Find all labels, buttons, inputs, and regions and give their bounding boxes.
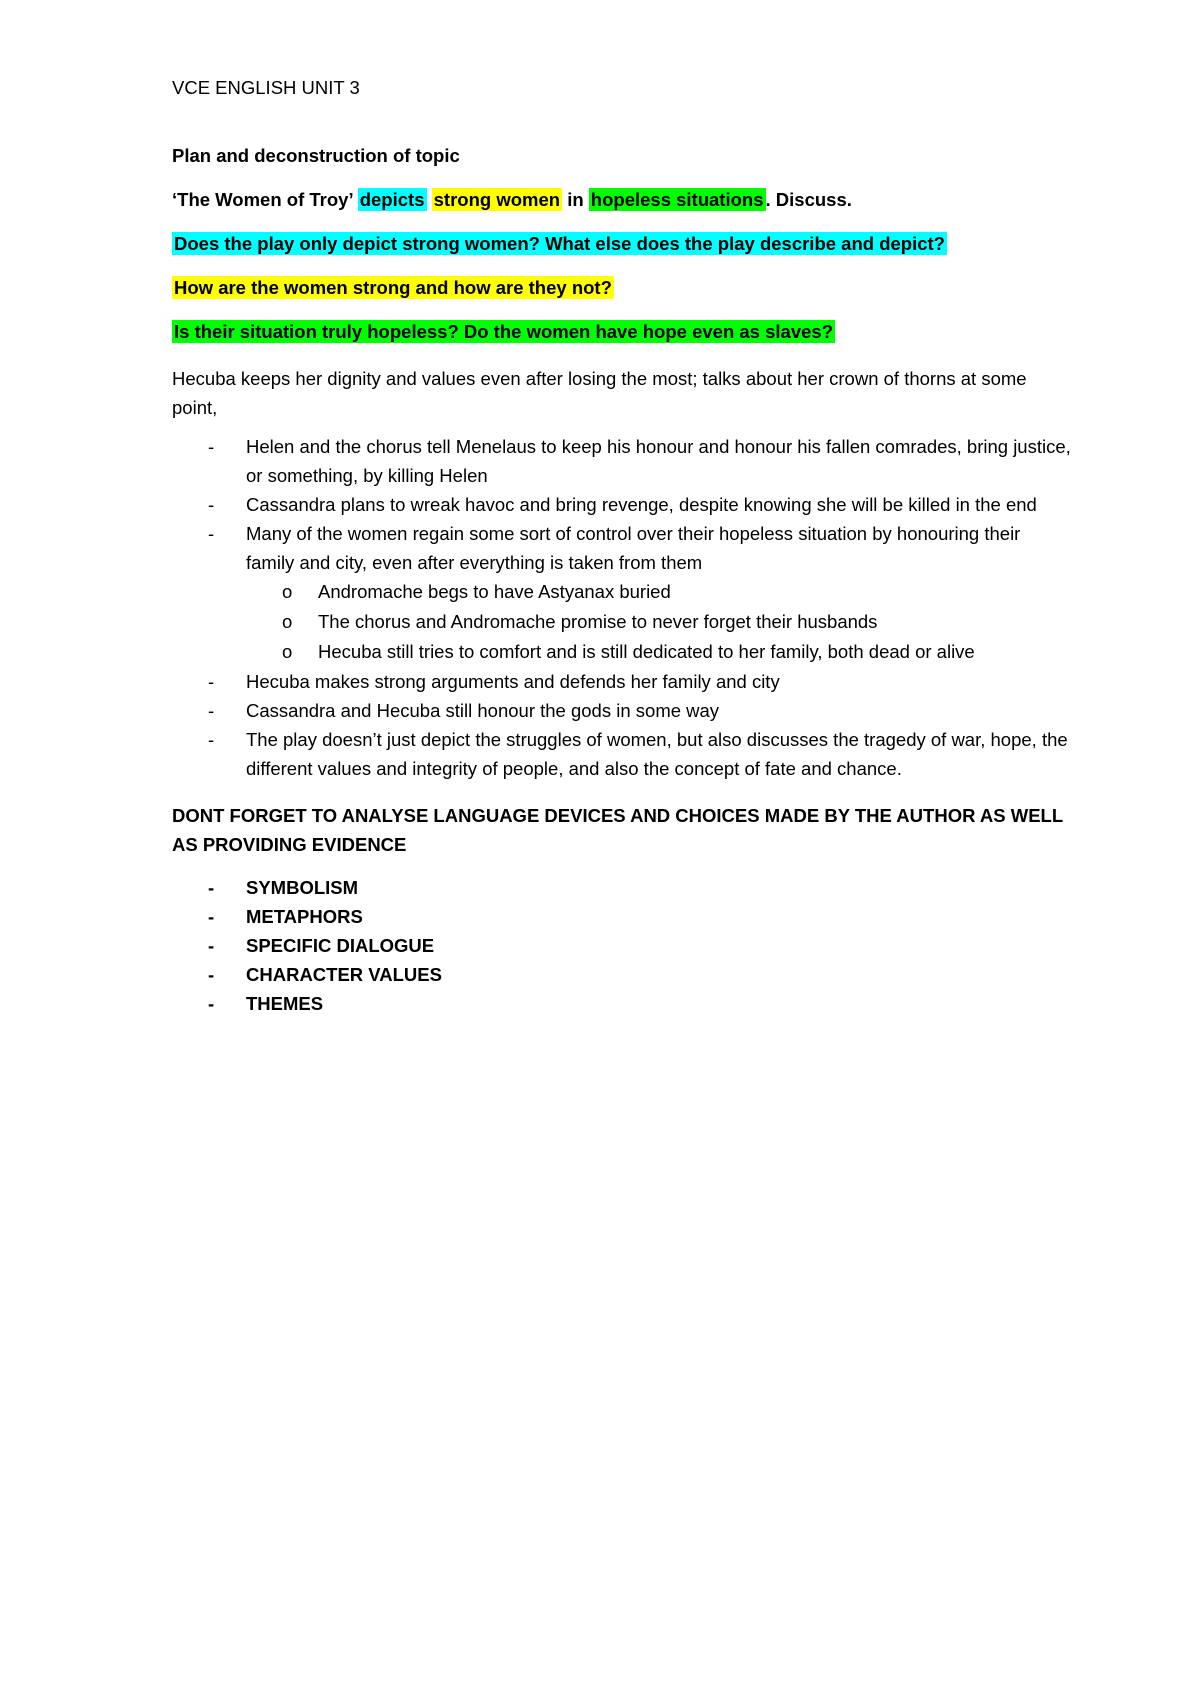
dash-marker: - [208,700,215,721]
essay-topic [172,188,1072,212]
sub-list-item [246,607,1072,637]
dash-marker: - [208,523,215,544]
intro-paragraph: Hecuba keeps her dignity and values even after losing the most; talks about her crown of thorns at some point, [172,368,1027,418]
devices-list [172,873,1072,1018]
list-item-text: Cassandra and Hecuba still honour the gods in some way [246,700,720,721]
circle-marker: o [282,641,293,662]
dash-marker: - [208,877,215,898]
list-item-text: SPECIFIC DIALOGUE [246,935,435,956]
circle-marker: o [282,611,293,632]
list-item-text: Hecuba makes strong arguments and defends her family and city [246,671,780,692]
list-item [172,490,1072,519]
plan-title: Plan and deconstruction of topic [172,145,460,166]
topic-play-title: ‘The Women of Troy’ [172,189,353,210]
list-item [172,989,1072,1018]
document-header: VCE ENGLISH UNIT 3 [172,77,360,98]
topic-highlight-strong-women: strong women [433,189,561,210]
question-3 [172,320,1072,344]
dash-marker: - [208,494,215,515]
list-item [172,873,1072,902]
reminder-note: DONT FORGET TO ANALYSE LANGUAGE DEVICES AND CHOICES MADE BY THE AUTHOR AS WELL AS PROVIDING EVIDENCE [172,805,1063,855]
topic-discuss: . Discuss. [765,189,852,210]
question-2 [172,276,1072,300]
list-item [172,519,1072,667]
dash-marker: - [208,906,215,927]
list-item-text: METAPHORS [246,906,363,927]
document-page [172,76,1072,1036]
dash-marker: - [208,436,215,457]
list-item [172,725,1072,783]
list-item-text: Helen and the chorus tell Menelaus to keep his honour and honour his fallen comrades, bring justice, or something, by killing Helen [246,436,1071,486]
dash-marker: - [208,935,215,956]
sub-list-item-text: Andromache begs to have Astyanax buried [318,581,671,602]
sub-list-item [246,577,1072,607]
dash-marker: - [208,993,215,1014]
list-item-text: CHARACTER VALUES [246,964,442,985]
topic-highlight-hopeless-situations: hopeless situations [590,189,764,210]
topic-highlight-depicts: depicts [359,189,425,210]
sub-list-item-text: Hecuba still tries to comfort and is still dedicated to her family, both dead or alive [318,641,975,662]
sub-list-item-text: The chorus and Andromache promise to never forget their husbands [318,611,878,632]
list-item [172,667,1072,696]
question-3-text: Is their situation truly hopeless? Do the women have hope even as slaves? [174,321,833,342]
question-1 [172,232,1072,256]
circle-marker: o [282,581,293,602]
list-item [172,902,1072,931]
topic-in: in [567,189,584,210]
question-1-text: Does the play only depict strong women? What else does the play describe and depict? [174,233,945,254]
list-item-text: Many of the women regain some sort of control over their hopeless situation by honouring their family and city, even after everything is taken from them [246,523,1021,573]
list-item-text: SYMBOLISM [246,877,359,898]
dash-marker: - [208,964,215,985]
list-item-text: The play doesn’t just depict the struggles of women, but also discusses the tragedy of war, hope, the different values and integrity of people, and also the concept of fate and chance. [246,729,1068,779]
points-list [172,432,1072,783]
list-item [172,432,1072,490]
list-item-text: Cassandra plans to wreak havoc and bring revenge, despite knowing she will be killed in the end [246,494,1037,515]
sub-points-list [246,577,1072,667]
dash-marker: - [208,671,215,692]
list-item [172,931,1072,960]
question-2-text: How are the women strong and how are they not? [174,277,612,298]
list-item [172,696,1072,725]
list-item-text: THEMES [246,993,324,1014]
dash-marker: - [208,729,215,750]
list-item [172,960,1072,989]
sub-list-item [246,637,1072,667]
